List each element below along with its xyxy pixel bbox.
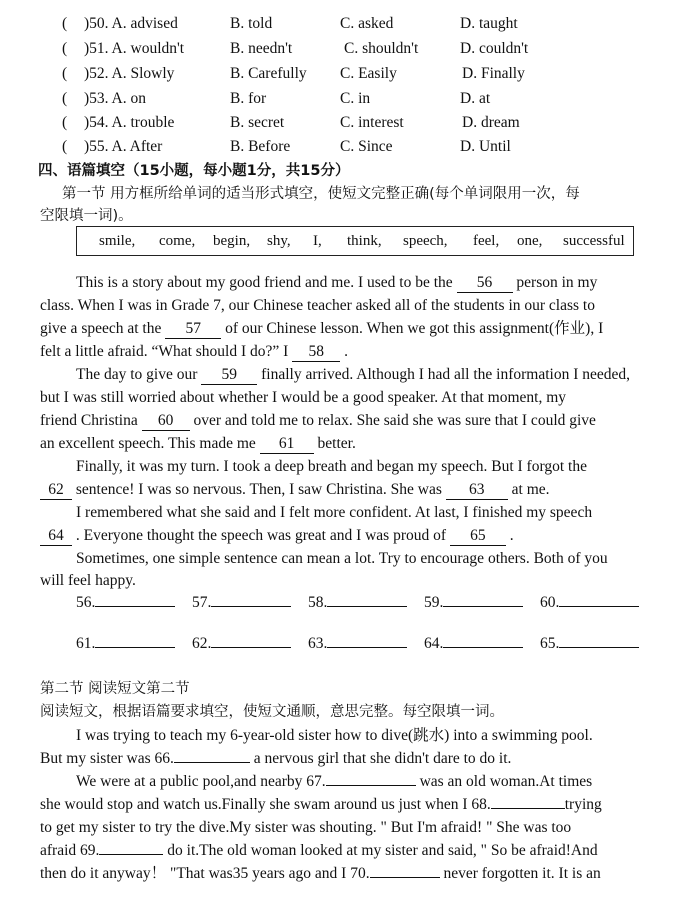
passage2-line — [40, 794, 602, 816]
passage1-line: will feel happy. — [40, 572, 136, 589]
answer-slot-60[interactable] — [540, 592, 559, 614]
part2-instruction: 阅读短文，根据语篇要求填空，使短文通顺，意思完整。每空限填一词。 — [40, 704, 504, 720]
word-box-item: successful — [563, 233, 625, 249]
word-box — [76, 226, 634, 256]
passage1-line — [40, 318, 603, 340]
mcq-option-a: )52. A. Slowly — [84, 65, 175, 82]
mcq-option-a: )54. A. trouble — [84, 114, 175, 131]
passage2-line: I was trying to teach my 6-year-old sister how to dive(跳水) into a swimming pool. — [76, 727, 593, 744]
answer-line — [211, 633, 291, 648]
section-heading: 四、语篇填空（15小题，每小题1分，共15分） — [38, 163, 350, 179]
passage-text: The day to give our — [76, 366, 198, 383]
blank-66[interactable] — [174, 748, 250, 763]
mcq-option-c: C. in — [340, 90, 371, 107]
mcq-option-a: )55. A. After — [84, 138, 163, 155]
answer-line — [559, 633, 639, 648]
mcq-option-c: C. Easily — [340, 65, 397, 82]
answer-slot-58[interactable] — [308, 592, 327, 614]
blank-65: 65 — [450, 527, 506, 546]
blank-59: 59 — [201, 366, 257, 385]
answer-label: 57. — [192, 594, 212, 611]
passage-text: person in my — [516, 274, 598, 291]
blank-61: 61 — [260, 435, 314, 454]
mcq-option-a: )51. A. wouldn't — [84, 40, 185, 57]
passage1-line — [76, 364, 630, 386]
answer-line — [443, 592, 523, 607]
passage-text: never forgotten it. It is an — [443, 865, 601, 882]
passage1-line — [76, 272, 597, 294]
mcq-option-b: B. Carefully — [230, 65, 307, 82]
answer-label: 61. — [76, 635, 96, 652]
answer-line — [95, 633, 175, 648]
answer-line — [327, 592, 407, 607]
answer-line — [559, 592, 639, 607]
passage1-line: class. When I was in Grade 7, our Chinese teacher asked all of the students in our class to — [40, 297, 595, 314]
passage-text: a nervous girl that she didn't dare to do it. — [253, 750, 512, 767]
mcq-option-d: D. taught — [460, 15, 518, 32]
passage-text: felt a little afraid. “What should I do?” I — [40, 343, 289, 360]
word-box-item: smile, — [99, 233, 136, 249]
passage1-line: but I was still worried about whether I would be a good speaker. At that moment, my — [40, 389, 567, 406]
word-box-item: think, — [347, 233, 382, 249]
passage-text: at me. — [511, 481, 550, 498]
part2-heading: 第二节 阅读短文第二节 — [40, 681, 190, 697]
mcq-option-c: C. shouldn't — [344, 40, 419, 57]
answer-line — [327, 633, 407, 648]
passage2-line — [40, 840, 598, 862]
word-box-item: begin, — [213, 233, 251, 249]
mcq-paren: ( — [62, 65, 68, 82]
answer-slot-57[interactable] — [192, 592, 211, 614]
blank-57: 57 — [165, 320, 221, 339]
answer-label: 59. — [424, 594, 444, 611]
answer-label: 63. — [308, 635, 328, 652]
mcq-option-a: )50. A. advised — [84, 15, 178, 32]
word-box-item: speech, — [403, 233, 448, 249]
blank-68[interactable] — [491, 794, 565, 809]
blank-58: 58 — [292, 343, 340, 362]
mcq-option-b: B. secret — [230, 114, 285, 131]
passage1-line — [40, 479, 550, 501]
blank-63: 63 — [446, 481, 508, 500]
passage2-line — [76, 771, 592, 793]
mcq-option-c: C. interest — [340, 114, 404, 131]
answer-label: 56. — [76, 594, 96, 611]
mcq-paren: ( — [62, 114, 68, 131]
passage1-line: Sometimes, one simple sentence can mean a lot. Try to encourage others. Both of you — [76, 550, 608, 567]
answer-line — [443, 633, 523, 648]
answer-label: 58. — [308, 594, 328, 611]
mcq-option-d: D. dream — [462, 114, 520, 131]
mcq-option-d: D. couldn't — [460, 40, 529, 57]
passage-text: This is a story about my good friend and me. I used to be the — [76, 274, 453, 291]
mcq-option-c: C. asked — [340, 15, 394, 32]
passage-text: . Everyone thought the speech was great and I was proud of — [75, 527, 447, 544]
blank-64: 64 — [40, 527, 72, 546]
mcq-option-b: B. told — [230, 15, 273, 32]
answer-slot-64[interactable] — [424, 633, 443, 655]
passage-text: sentence! I was so nervous. Then, I saw Christina. She was — [75, 481, 442, 498]
passage-text: was an old woman.At times — [419, 773, 593, 790]
passage2-line: to get my sister to try the dive.My sister was shouting. " But I'm afraid! " She was too — [40, 819, 572, 836]
passage2-line — [40, 863, 601, 885]
passage-text: trying — [564, 796, 602, 813]
mcq-option-d: D. at — [460, 90, 491, 107]
blank-62: 62 — [40, 481, 72, 500]
word-box-item: shy, — [267, 233, 291, 249]
blank-70[interactable] — [370, 863, 440, 878]
mcq-paren: ( — [62, 40, 68, 57]
blank-67[interactable] — [326, 771, 416, 786]
mcq-option-d: D. Until — [460, 138, 511, 155]
passage-text: . — [344, 343, 348, 360]
passage1-line — [40, 433, 356, 455]
mcq-option-d: D. Finally — [462, 65, 525, 82]
answer-slot-61[interactable] — [76, 633, 95, 655]
answer-slot-56[interactable] — [76, 592, 95, 614]
passage1-line — [40, 525, 514, 547]
passage-text: But my sister was 66. — [40, 750, 174, 767]
answer-slot-62[interactable] — [192, 633, 211, 655]
passage-text: then do it anyway！ "That was35 years ago and I 70. — [40, 865, 370, 882]
mcq-option-a: )53. A. on — [84, 90, 146, 107]
mcq-option-b: B. Before — [230, 138, 291, 155]
mcq-paren: ( — [62, 90, 68, 107]
word-box-item: feel, — [473, 233, 500, 249]
passage-text: afraid 69. — [40, 842, 100, 859]
answer-label: 65. — [540, 635, 560, 652]
passage-text: do it.The old woman looked at my sister and said, " So be afraid!And — [167, 842, 598, 859]
passage-text: friend Christina — [40, 412, 138, 429]
answer-label: 62. — [192, 635, 212, 652]
passage1-line: Finally, it was my turn. I took a deep breath and began my speech. But I forgot the — [76, 458, 587, 475]
passage1-line: I remembered what she said and I felt more confident. At last, I finished my speech — [76, 504, 593, 521]
passage-text: of our Chinese lesson. When we got this assignment(作业), I — [225, 320, 604, 337]
passage-text: We were at a public pool,and nearby 67. — [76, 773, 326, 790]
answer-label: 64. — [424, 635, 444, 652]
passage-text: . — [509, 527, 514, 544]
passage-text: finally arrived. Although I had all the information I needed, — [261, 366, 631, 383]
part1-instruction-cont: 空限填一词)。 — [40, 208, 133, 224]
answer-slot-65[interactable] — [540, 633, 559, 655]
blank-60: 60 — [142, 412, 190, 431]
mcq-option-b: B. needn't — [230, 40, 293, 57]
passage1-line — [40, 341, 348, 363]
answer-slot-63[interactable] — [308, 633, 327, 655]
part1-instruction: 第一节 用方框所给单词的适当形式填空，使短文完整正确(每个单词限用一次，每 — [62, 186, 580, 202]
answer-line — [95, 592, 175, 607]
word-box-item: I, — [313, 233, 322, 249]
passage-text: better. — [317, 435, 356, 452]
answer-line — [211, 592, 291, 607]
answer-slot-59[interactable] — [424, 592, 443, 614]
passage-text: she would stop and watch us.Finally she swam around us just when I 68. — [40, 796, 491, 813]
mcq-option-c: C. Since — [340, 138, 393, 155]
mcq-paren: ( — [62, 15, 68, 32]
word-box-item: one, — [517, 233, 543, 249]
blank-69[interactable] — [99, 840, 163, 855]
answer-label: 60. — [540, 594, 560, 611]
passage-text: give a speech at the — [40, 320, 162, 337]
word-box-item: come, — [159, 233, 196, 249]
passage-text: an excellent speech. This made me — [40, 435, 256, 452]
blank-56: 56 — [457, 274, 513, 293]
passage1-line — [40, 410, 596, 432]
mcq-option-b: B. for — [230, 90, 267, 107]
mcq-paren: ( — [62, 138, 68, 155]
passage-text: over and told me to relax. She said she was sure that I could give — [193, 412, 596, 429]
passage2-line — [40, 748, 511, 770]
